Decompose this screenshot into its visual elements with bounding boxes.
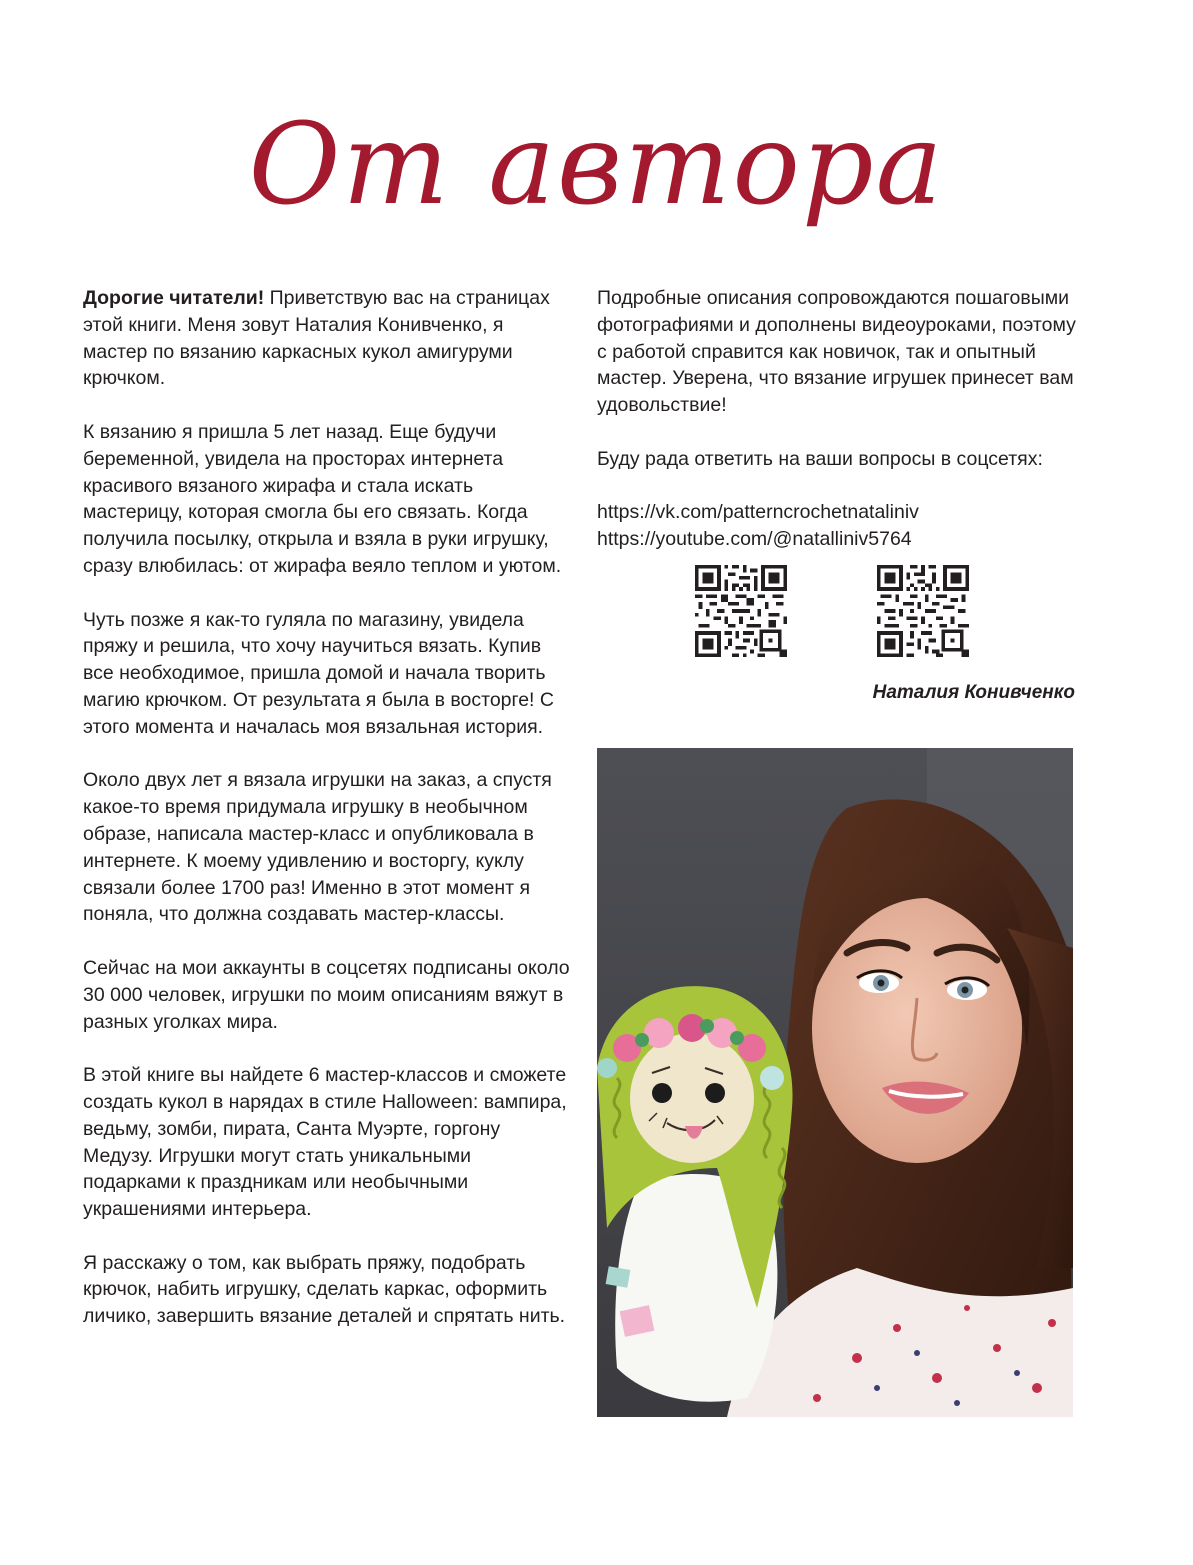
youtube-qr-code: [877, 565, 969, 657]
author-signature: Наталия Конивченко: [872, 682, 1075, 703]
body-paragraph-3: Около двух лет я вязала игрушки на заказ, а спустя какое-то время придумала игрушку в необычном образе, написала мастер-класс и опубликовала в интернете. К моему удивлению и восторгу, куклу связали более 1700 раз! Именно в этот момент я поняла, что должна создавать мастер-классы.: [83, 769, 552, 926]
right-text-column: [597, 285, 1077, 553]
body-paragraph-4: Сейчас на мои аккаунты в соцсетях подписаны около 30 000 человек, игрушки по моим описаниям вяжут в разных уголках мира.: [83, 956, 570, 1033]
author-photo: [597, 748, 1073, 1417]
right-paragraph-1: Подробные описания сопровождаются пошаговыми фотографиями и дополнены видеоуроками, поэтому с работой справится как новичок, так и опытный мастер. Уверена, что вязание игрушек принесет вам удовольствие!: [597, 287, 1076, 417]
vk-qr-code: [695, 565, 787, 657]
intro-text: Приветствую вас на страницах этой книги. Меня зовут Наталия Конивченко, я мастер по вязанию каркасных кукол амигуруми крючком.: [83, 287, 550, 390]
greeting-lead: Дорогие читатели!: [83, 287, 265, 309]
left-text-column: [83, 285, 573, 1357]
intro-paragraph: [83, 285, 573, 392]
vk-link[interactable]: https://vk.com/patterncrochetnataliniv: [597, 501, 919, 524]
page-title: От автора: [248, 100, 945, 230]
author-photo-illustration: [597, 748, 1073, 1417]
youtube-link[interactable]: https://youtube.com/@natalliniv5764: [597, 528, 912, 551]
body-paragraph-1: К вязанию я пришла 5 лет назад. Еще будучи беременной, увидела на просторах интернета красивого вязаного жирафа и стала искать мастерицу, которая смогла бы его связать. Когда получила посылку, открыла и взяла в руки игрушку, сразу влюбилась: от жирафа веяло теплом и уютом.: [83, 420, 562, 577]
right-paragraph-2: Буду рада ответить на ваши вопросы в соцсетях:: [597, 447, 1043, 470]
body-paragraph-6: Я расскажу о том, как выбрать пряжу, подобрать крючок, набить игрушку, сделать каркас, оформить личико, завершить вязание деталей и спрятать нить.: [83, 1251, 566, 1328]
social-links: [597, 499, 1077, 553]
body-paragraph-5: В этой книге вы найдете 6 мастер-классов и сможете создать кукол в нарядах в стиле Halloween: вампира, ведьму, зомби, пирата, Санта Муэрте, горгону Медузу. Игрушки могут стать уникальными подарками к праздникам или необычными украшениями интерьера.: [83, 1064, 567, 1221]
body-paragraph-2: Чуть позже я как-то гуляла по магазину, увидела пряжу и решила, что хочу научиться вязать. Купив все необходимое, пришла домой и начала творить магию крючком. От результата я была в восторге! С этого момента и началась моя вязальная история.: [83, 608, 554, 738]
